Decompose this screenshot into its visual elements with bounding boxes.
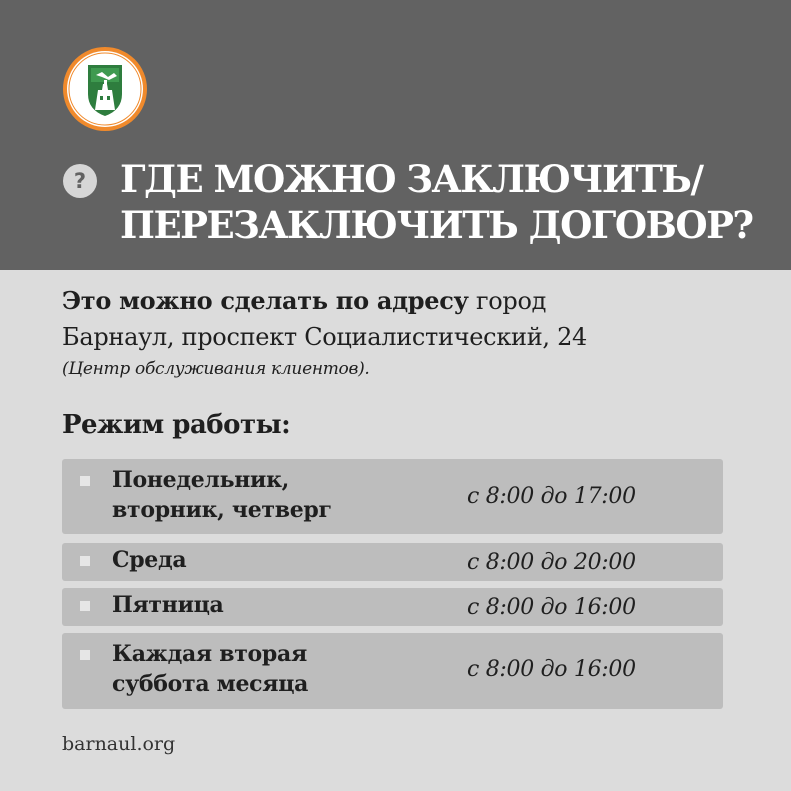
title-line-1: ГДЕ МОЖНО ЗАКЛЮЧИТЬ/ xyxy=(120,157,703,201)
svg-text:?: ? xyxy=(73,169,87,193)
question-mark-icon xyxy=(62,163,98,199)
page-title xyxy=(120,156,753,248)
site-link[interactable]: barnaul.org xyxy=(62,733,176,755)
schedule-time: с 8:00 до 16:00 xyxy=(467,595,636,620)
address-line-2: Барнаул, проспект Социалистический, 24 xyxy=(62,323,588,351)
schedule-day: Пятница xyxy=(112,592,224,618)
address-lead: Это можно сделать по адресу xyxy=(62,286,469,315)
address-note: (Центр обслуживания клиентов). xyxy=(62,359,370,379)
schedule-row-mon-tue-thu xyxy=(62,459,723,534)
schedule-row-wednesday xyxy=(62,543,723,581)
schedule-time: с 8:00 до 20:00 xyxy=(467,550,636,575)
bullet-icon xyxy=(80,556,90,566)
schedule-day: Каждая вторая суббота месяца xyxy=(112,641,309,697)
title-line-2: ПЕРЕЗАКЛЮЧИТЬ ДОГОВОР? xyxy=(120,203,753,247)
schedule-day: Понедельник, вторник, четверг xyxy=(112,467,332,523)
bullet-icon xyxy=(80,650,90,660)
schedule-title: Режим работы: xyxy=(62,410,291,440)
bullet-icon xyxy=(80,476,90,486)
schedule-day: Среда xyxy=(112,547,187,573)
barnaul-coat-of-arms-logo xyxy=(62,46,148,132)
schedule-row-friday xyxy=(62,588,723,626)
address-line-1 xyxy=(62,283,742,319)
address-city-word: город xyxy=(468,287,547,315)
schedule-time: с 8:00 до 17:00 xyxy=(467,484,636,509)
schedule-row-saturday xyxy=(62,633,723,709)
address-block xyxy=(62,283,742,381)
header-banner xyxy=(0,0,791,270)
schedule-time: с 8:00 до 16:00 xyxy=(467,657,636,682)
bullet-icon xyxy=(80,601,90,611)
